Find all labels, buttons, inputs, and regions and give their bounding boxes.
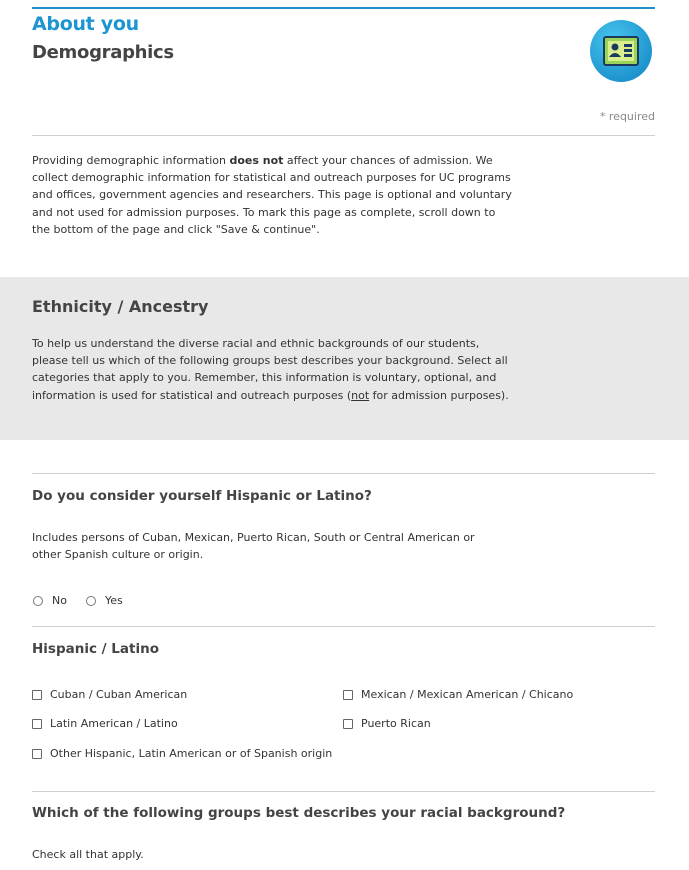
racial-question-label: Which of the following groups best describes your racial background? bbox=[32, 805, 566, 821]
section-kicker: About you bbox=[32, 13, 139, 35]
checkbox-label: Puerto Rican bbox=[361, 717, 431, 730]
radio-circle[interactable] bbox=[33, 596, 43, 606]
hispanic-group-title: Hispanic / Latino bbox=[32, 641, 159, 657]
radio-label: Yes bbox=[105, 594, 123, 607]
checkbox-label: Cuban / Cuban American bbox=[50, 688, 188, 701]
intro-text bbox=[32, 152, 512, 238]
intro-text-part: Providing demographic information bbox=[32, 154, 230, 167]
hispanic-radio-yes[interactable] bbox=[86, 594, 123, 607]
checkbox-other-hispanic[interactable] bbox=[32, 747, 332, 760]
intro-emphasis: does not bbox=[229, 154, 284, 167]
top-accent-line bbox=[32, 7, 655, 9]
id-card-icon bbox=[603, 35, 639, 67]
checkbox-box[interactable] bbox=[32, 719, 42, 729]
hispanic-radio-no[interactable] bbox=[33, 594, 67, 607]
ethnicity-title: Ethnicity / Ancestry bbox=[32, 297, 209, 316]
divider bbox=[32, 135, 655, 136]
hispanic-question-label: Do you consider yourself Hispanic or Latino? bbox=[32, 488, 372, 504]
page-badge bbox=[590, 20, 652, 82]
page-title: Demographics bbox=[32, 42, 174, 63]
checkbox-puerto-rican[interactable] bbox=[343, 717, 431, 730]
checkbox-box[interactable] bbox=[343, 690, 353, 700]
intro-text-part: affect your chances of admission. We collect demographic information for statistical and outreach purposes for UC programs and offices, government agencies and researchers. This page is optional and voluntary and not used for admission purposes. To mark this page as complete, scroll down to the bottom of the page and click "Save & continue". bbox=[32, 154, 512, 236]
ethnicity-text: To help us understand the diverse racial and ethnic backgrounds of our students, please tell us which of the following groups best describes your background. Select all categories that apply to you. Remember, this information is voluntary, optional, and information is used for statistical and outreach purposes ( bbox=[32, 337, 508, 402]
checkbox-box[interactable] bbox=[343, 719, 353, 729]
checkbox-label: Other Hispanic, Latin American or of Spanish origin bbox=[50, 747, 333, 760]
hispanic-question-help: Includes persons of Cuban, Mexican, Puerto Rican, South or Central American or other Spanish culture or origin. bbox=[32, 531, 475, 562]
checkbox-cuban[interactable] bbox=[32, 688, 187, 701]
checkbox-box[interactable] bbox=[32, 690, 42, 700]
checkbox-label: Mexican / Mexican American / Chicano bbox=[361, 688, 574, 701]
required-note: * required bbox=[599, 110, 655, 123]
radio-circle[interactable] bbox=[86, 596, 96, 606]
checkbox-mexican[interactable] bbox=[343, 688, 573, 701]
divider bbox=[32, 791, 655, 792]
checkbox-label: Latin American / Latino bbox=[50, 717, 178, 730]
divider bbox=[32, 626, 655, 627]
divider bbox=[32, 473, 655, 474]
ethnicity-underline: not bbox=[351, 388, 370, 402]
radio-label: No bbox=[52, 594, 67, 607]
racial-question-help: Check all that apply. bbox=[32, 848, 144, 861]
checkbox-latin-american[interactable] bbox=[32, 717, 178, 730]
checkbox-box[interactable] bbox=[32, 749, 42, 759]
ethnicity-section bbox=[0, 277, 689, 440]
ethnicity-text: for admission purposes). bbox=[369, 388, 509, 402]
ethnicity-description bbox=[32, 335, 512, 404]
